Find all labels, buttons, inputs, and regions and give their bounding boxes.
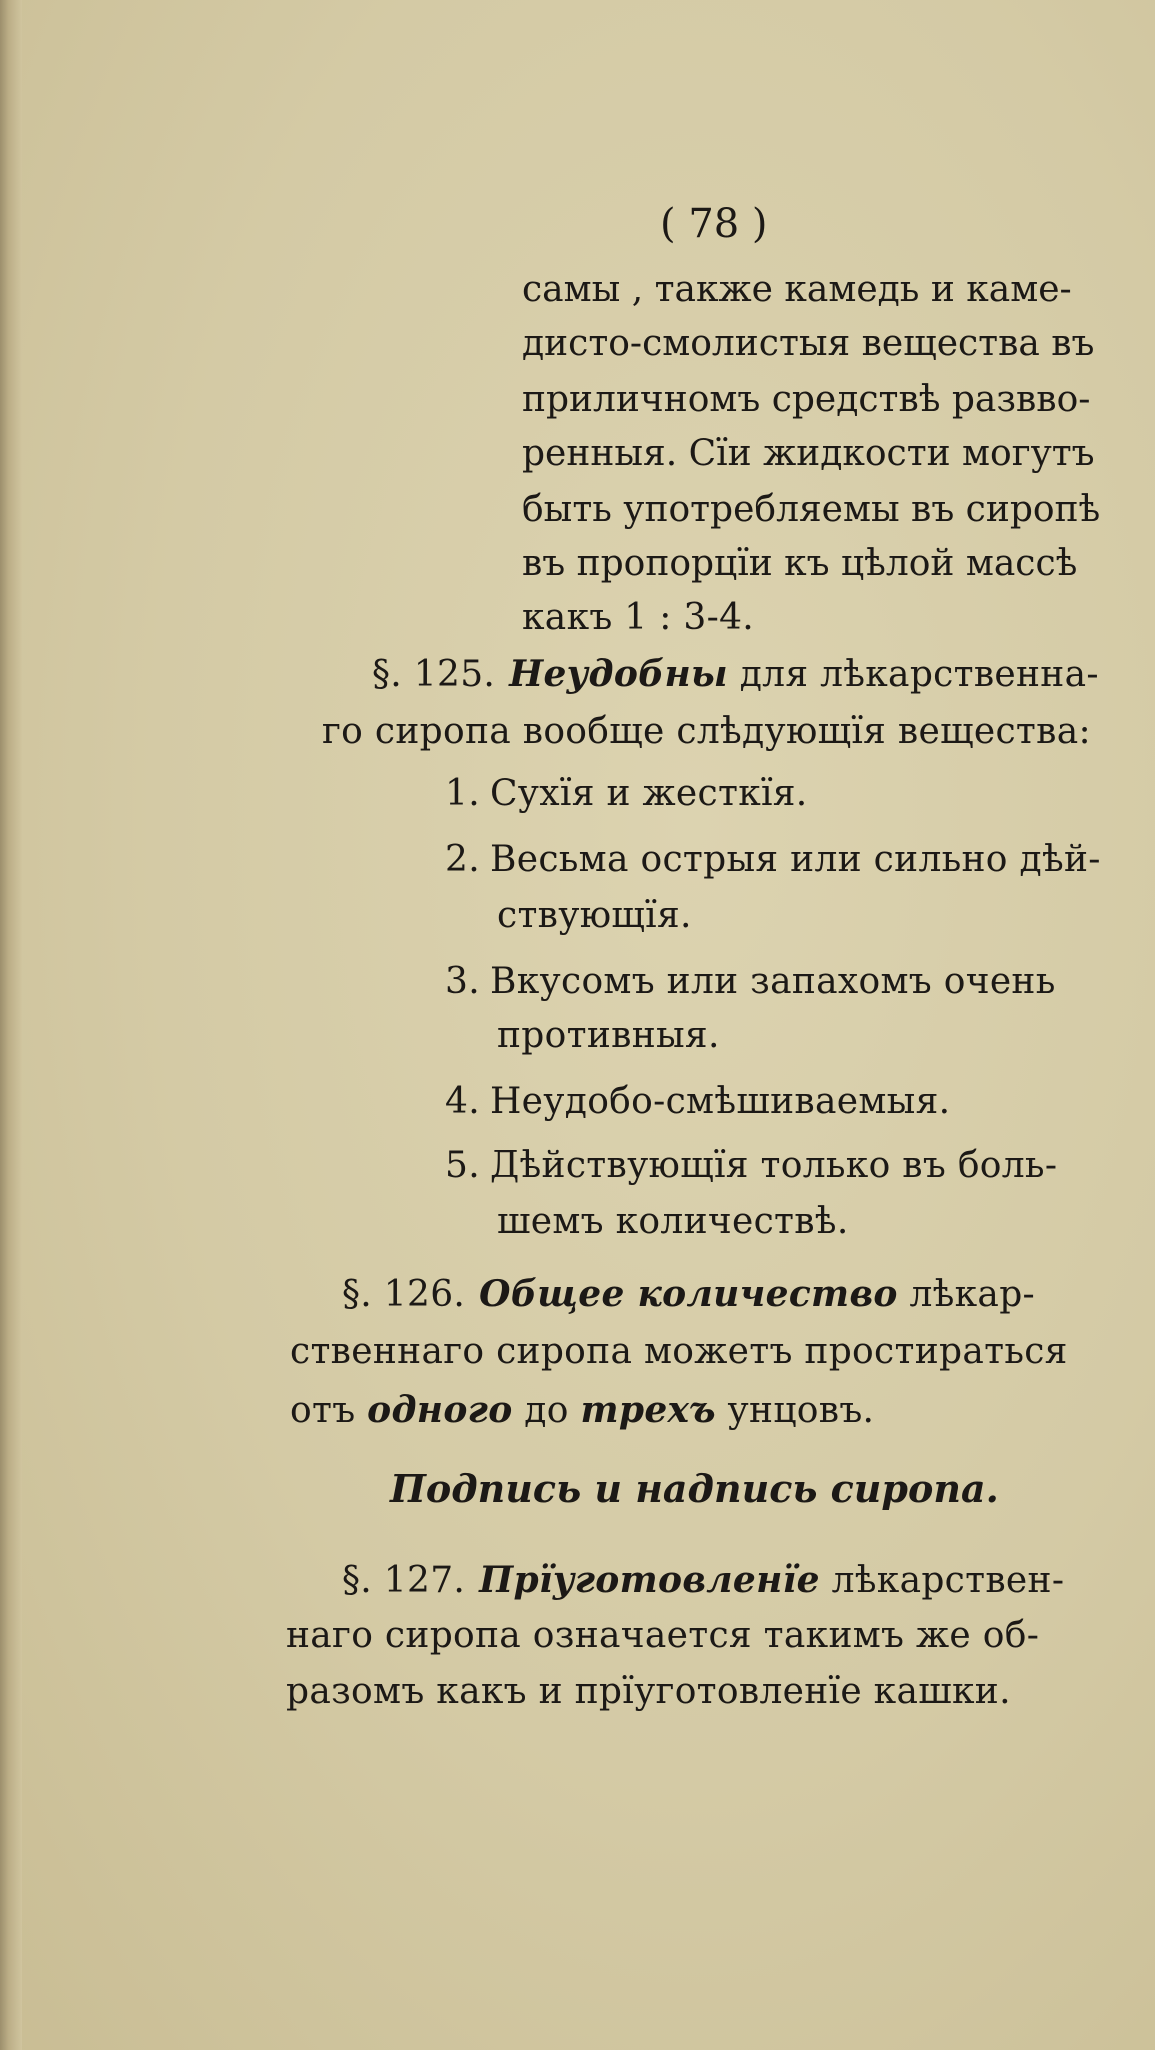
list-number: 1. [445,773,480,814]
list-text: Дѣйствующїя только въ боль- [489,1145,1058,1186]
text-emphasis: одного [367,1389,513,1431]
section-heading: Подпись и надпись сиропа. [390,1466,999,1511]
text-line: самы , также камедь и каме- [522,269,1072,310]
section-127-heading-line [342,1558,1064,1603]
list-item [445,838,1101,882]
section-125-heading-line [372,652,1099,697]
section-text: лѣкар- [909,1274,1036,1315]
list-text-continuation: противныя. [497,1015,720,1056]
list-number: 2. [445,839,480,880]
section-title: Общее количество [479,1273,898,1315]
list-text: Неудобо-смѣшиваемыя. [489,1081,951,1122]
text-line: го сиропа вообще слѣдующїя вещества: [322,711,1091,752]
text-line: наго сиропа означается такимъ же об- [286,1615,1040,1656]
text-line: въ пропорцїи къ цѣлой массѣ [522,543,1078,584]
list-item [445,1144,1057,1188]
section-text: лѣкарствен- [831,1560,1065,1601]
list-item [445,960,1056,1004]
section-mark: §. 127. [342,1560,466,1601]
text-line: разомъ какъ и прїуготовленїе кашки. [286,1671,1011,1712]
section-title: Прїуготовленїе [479,1559,820,1601]
section-mark: §. 125. [372,654,496,695]
page-number: ( 78 ) [660,201,768,247]
text-line: быть употребляемы въ сиропѣ [522,489,1101,530]
text-emphasis: трехъ [580,1389,716,1431]
text-line [290,1388,874,1433]
text-line: приличномъ средствѣ развво- [522,379,1091,420]
list-text: Весьма острыя или сильно дѣй- [489,839,1101,880]
section-title: Неудобны [509,653,728,695]
page-gutter-shadow [0,0,22,2050]
text-line: дисто-смолистыя вещества въ [522,323,1095,364]
text-line: ственнаго сиропа можетъ простираться [290,1331,1068,1372]
text-fragment: унцовъ. [727,1390,875,1431]
section-text: для лѣкарственна- [739,654,1099,695]
list-item [445,772,808,816]
list-number: 3. [445,961,480,1002]
list-item [445,1080,950,1124]
list-text-continuation: ствующїя. [497,895,692,936]
list-number: 5. [445,1145,480,1186]
list-text: Сухїя и жесткїя. [489,773,808,814]
list-text-continuation: шемъ количествѣ. [497,1201,849,1242]
text-line: ренныя. Сїи жидкости могутъ [522,433,1095,474]
section-mark: §. 126. [342,1274,466,1315]
section-126-heading-line [342,1272,1035,1317]
text-fragment: до [524,1390,569,1431]
list-number: 4. [445,1081,480,1122]
text-line: какъ 1 : 3-4. [522,597,755,638]
text-fragment: отъ [290,1390,356,1431]
list-text: Вкусомъ или запахомъ очень [489,961,1056,1002]
